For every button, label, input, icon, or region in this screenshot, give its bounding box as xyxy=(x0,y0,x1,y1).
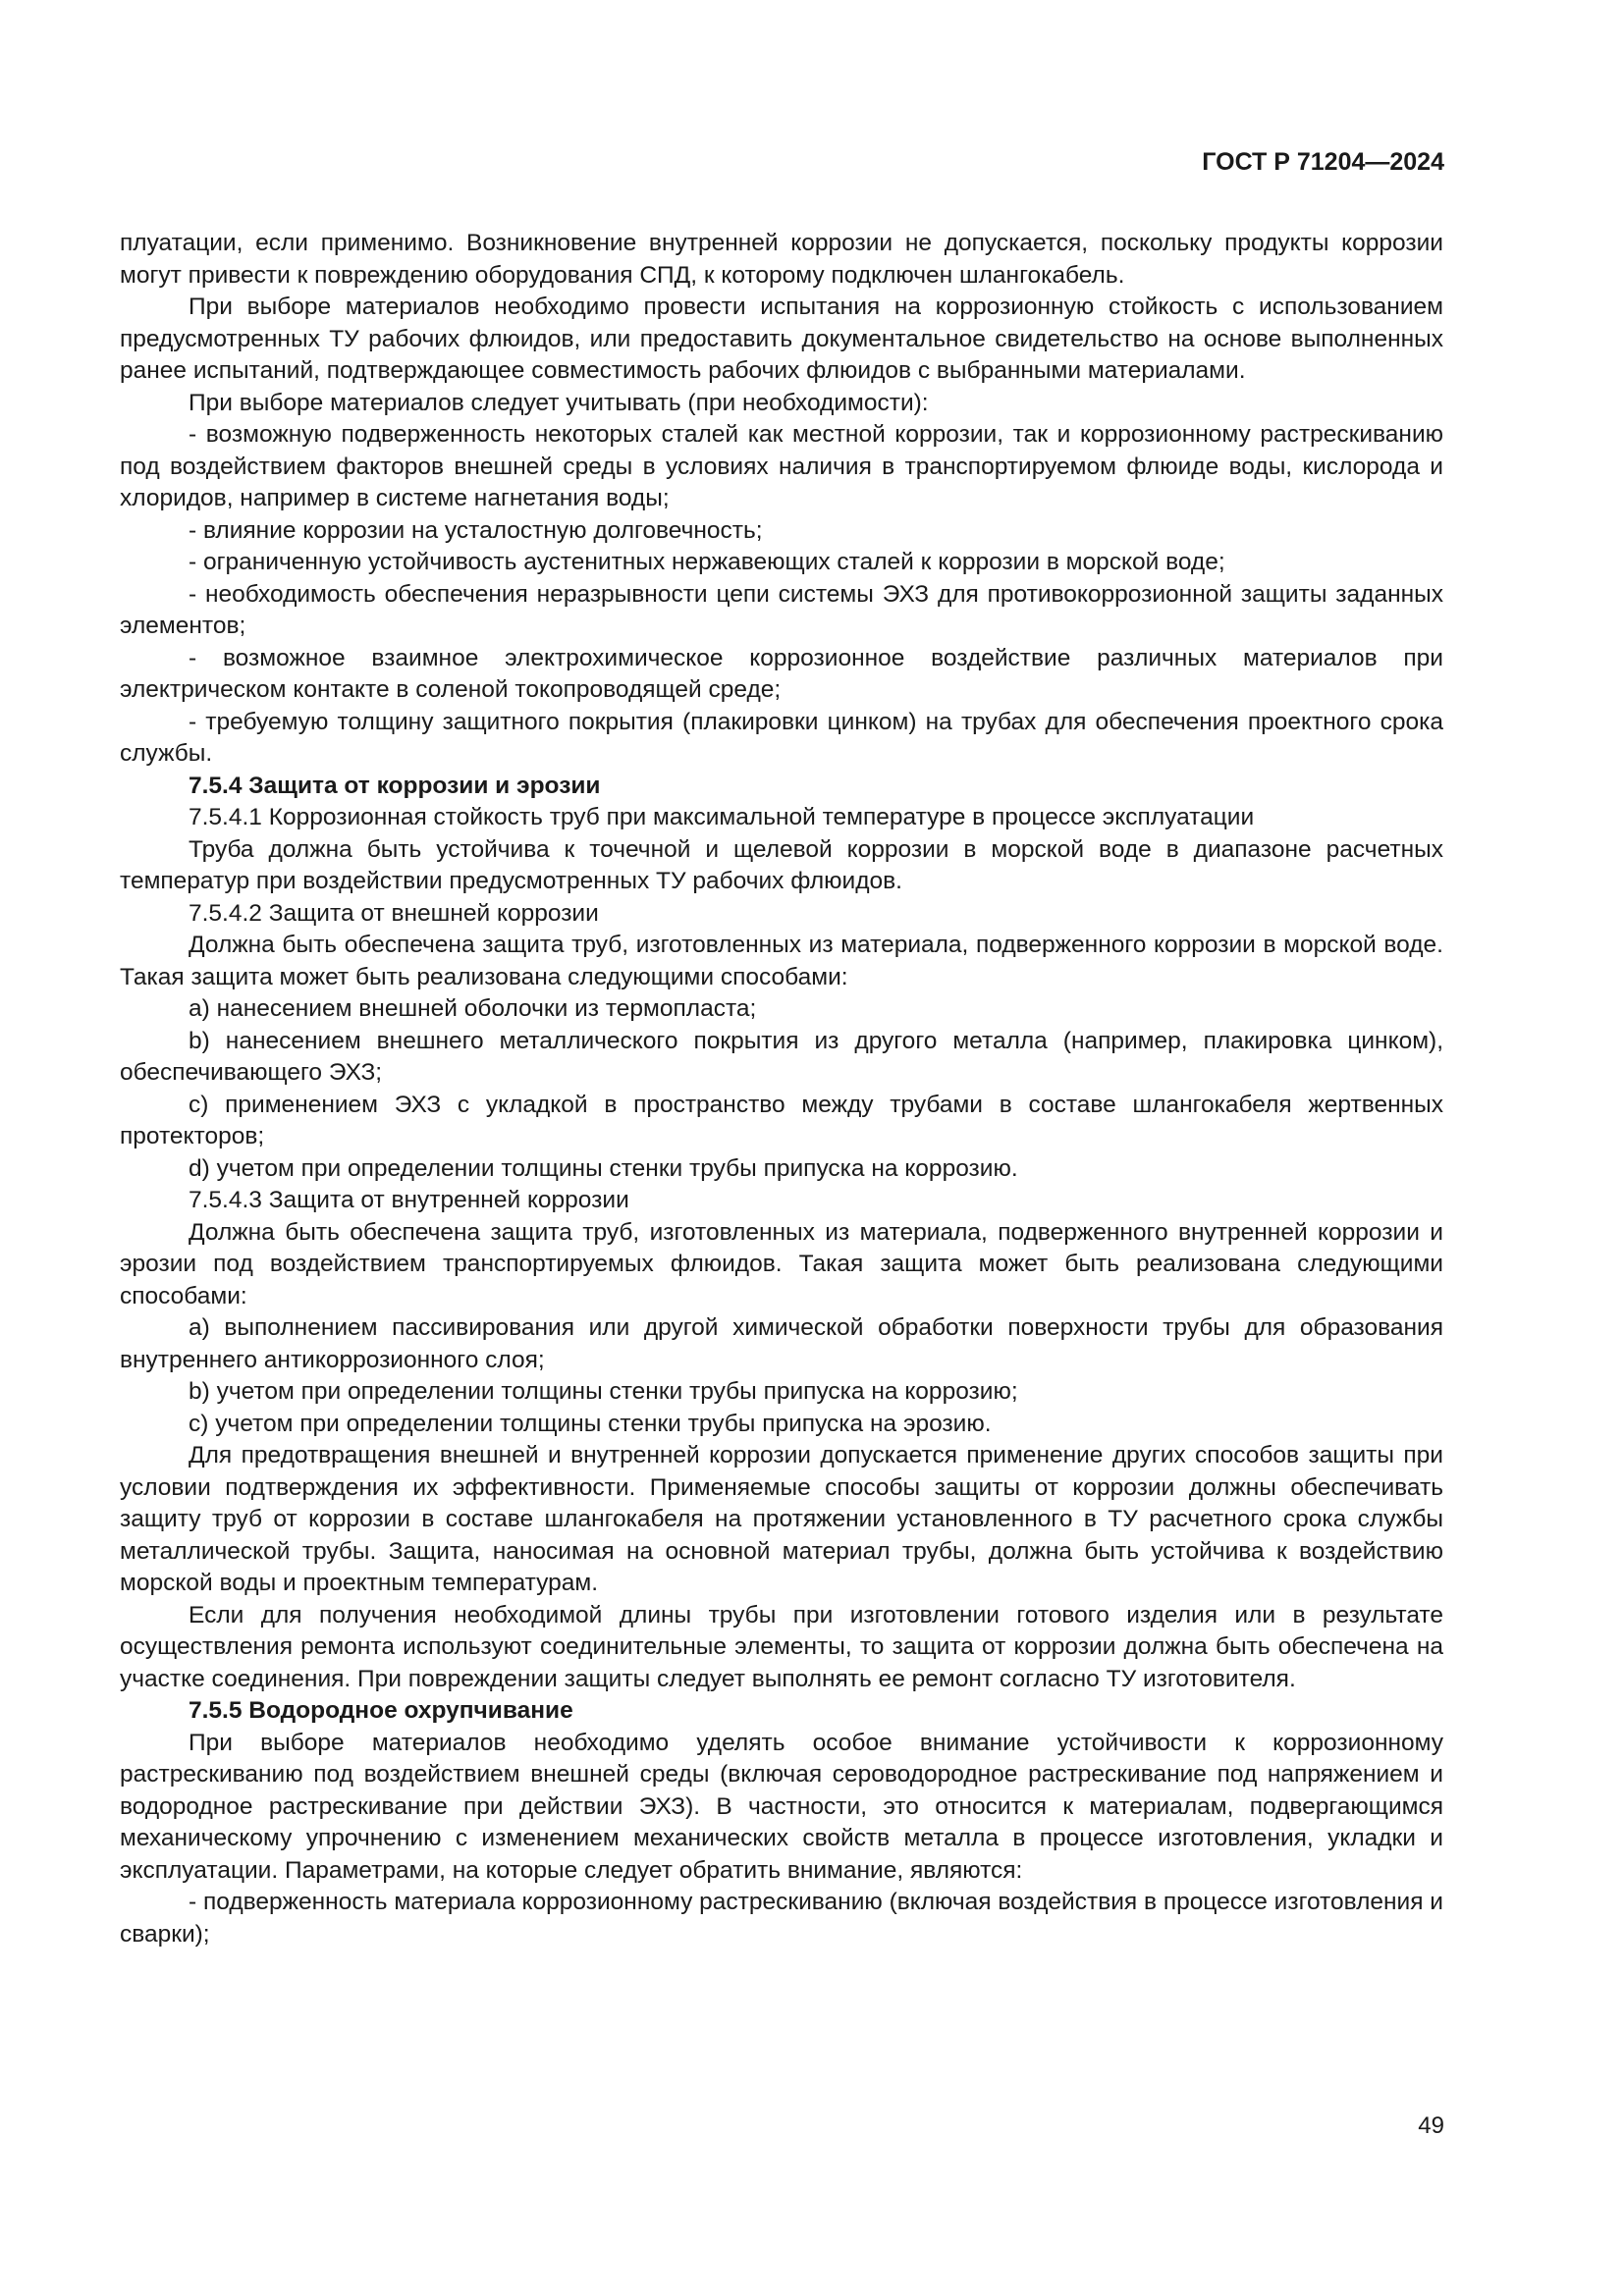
paragraph: c) применением ЭХЗ с укладкой в пространство между трубами в составе шлангокабеля жертвенных протекторов; xyxy=(120,1091,1443,1149)
paragraph: - ограниченную устойчивость аустенитных нержавеющих сталей к коррозии в морской воде; xyxy=(189,549,1225,575)
paragraph: При выборе материалов необходимо провести испытания на коррозионную стойкость с использованием предусмотренных ТУ рабочих флюидов, или предоставить документальное свидетельство на основе выполненных ранее испытаний, подтверждающее совместимость рабочих флюидов с выбранными материалами. xyxy=(120,294,1443,384)
paragraph: - возможное взаимное электрохимическое коррозионное воздействие различных материалов при электрическом контакте в соленой токопроводящей среде; xyxy=(120,644,1443,703)
paragraph: d) учетом при определении толщины стенки трубы припуска на коррозию. xyxy=(189,1154,1018,1182)
document-body xyxy=(120,228,1443,1950)
section-heading: 7.5.5 Водородное охрупчивание xyxy=(189,1697,573,1724)
paragraph: плуатации, если применимо. Возникновение внутренней коррозии не допускается, поскольку продукты коррозии могут привести к повреждению оборудования СПД, к которому подключен шлангокабель. xyxy=(120,230,1443,289)
paragraph: - требуемую толщину защитного покрытия (плакировки цинком) на трубах для обеспечения проектного срока службы. xyxy=(120,708,1443,767)
paragraph: Если для получения необходимой длины трубы при изготовлении готового изделия или в результате осуществления ремонта используют соединительные элементы, то защита от коррозии должна быть обеспечена на участке соединения. При повреждении защиты следует выполнять ее ремонт согласно ТУ изготовителя. xyxy=(120,1601,1443,1692)
paragraph: Должна быть обеспечена защита труб, изготовленных из материала, подверженного внутренней коррозии и эрозии под воздействием транспортируемых флюидов. Такая защита может быть реализована следующими способами: xyxy=(120,1218,1443,1309)
paragraph: - необходимость обеспечения неразрывности цепи системы ЭХЗ для противокоррозионной защиты заданных элементов; xyxy=(120,580,1443,639)
paragraph: - возможную подверженность некоторых сталей как местной коррозии, так и коррозионному растрескиванию под воздействием факторов внешней среды в условиях наличия в транспортируемом флюиде воды, кислорода и хлоридов, например в системе нагнетания воды; xyxy=(120,421,1443,511)
paragraph: - подверженность материала коррозионному растрескиванию (включая воздействия в процессе изготовления и сварки); xyxy=(120,1889,1443,1948)
paragraph: При выборе материалов необходимо уделять особое внимание устойчивости к коррозионному растрескиванию под воздействием внешней среды (включая сероводородное растрескивание под напряжением и водородное растрескивание при действии ЭХЗ). В частности, это относится к материалам, подвергающимся механическому упрочнению с изменением механических свойств металла в процессе изготовления, укладки и эксплуатации. Параметрами, на которые следует обратить внимание, являются: xyxy=(120,1729,1443,1884)
paragraph: Для предотвращения внешней и внутренней коррозии допускается применение других способов защиты при условии подтверждения их эффективности. Применяемые способы защиты от коррозии должны обеспечивать защиту труб от коррозии в составе шлангокабеля на протяжении установленного в ТУ расчетного срока службы металлической трубы. Защита, наносимая на основной материал трубы, должна быть устойчива к воздействию морской воды и проектным температурам. xyxy=(120,1442,1443,1596)
paragraph: 7.5.4.1 Коррозионная стойкость труб при максимальной температуре в процессе эксплуатации xyxy=(189,804,1255,830)
paragraph: b) нанесением внешнего металлического покрытия из другого металла (например, плакировка цинком), обеспечивающего ЭХЗ; xyxy=(120,1027,1443,1086)
paragraph: - влияние коррозии на усталостную долговечность; xyxy=(189,516,763,544)
paragraph: c) учетом при определении толщины стенки трубы припуска на эрозию. xyxy=(189,1410,992,1437)
standard-header: ГОСТ Р 71204—2024 xyxy=(1202,148,1444,176)
paragraph: 7.5.4.2 Защита от внешней коррозии xyxy=(189,899,599,927)
paragraph: При выборе материалов следует учитывать (при необходимости): xyxy=(189,389,929,416)
paragraph: 7.5.4.3 Защита от внутренней коррозии xyxy=(189,1187,629,1213)
paragraph: а) нанесением внешней оболочки из термопласта; xyxy=(189,995,757,1022)
paragraph: b) учетом при определении толщины стенки трубы припуска на коррозию; xyxy=(189,1378,1018,1405)
paragraph: Труба должна быть устойчива к точечной и щелевой коррозии в морской воде в диапазоне расчетных температур при воздействии предусмотренных ТУ рабочих флюидов. xyxy=(120,835,1443,894)
paragraph: Должна быть обеспечена защита труб, изготовленных из материала, подверженного коррозии в морской воде. Такая защита может быть реализована следующими способами: xyxy=(120,932,1443,990)
paragraph: а) выполнением пассивирования или другой химической обработки поверхности трубы для образования внутреннего антикоррозионного слоя; xyxy=(120,1314,1443,1373)
section-heading: 7.5.4 Защита от коррозии и эрозии xyxy=(189,772,601,799)
page-number: 49 xyxy=(1418,2112,1444,2139)
